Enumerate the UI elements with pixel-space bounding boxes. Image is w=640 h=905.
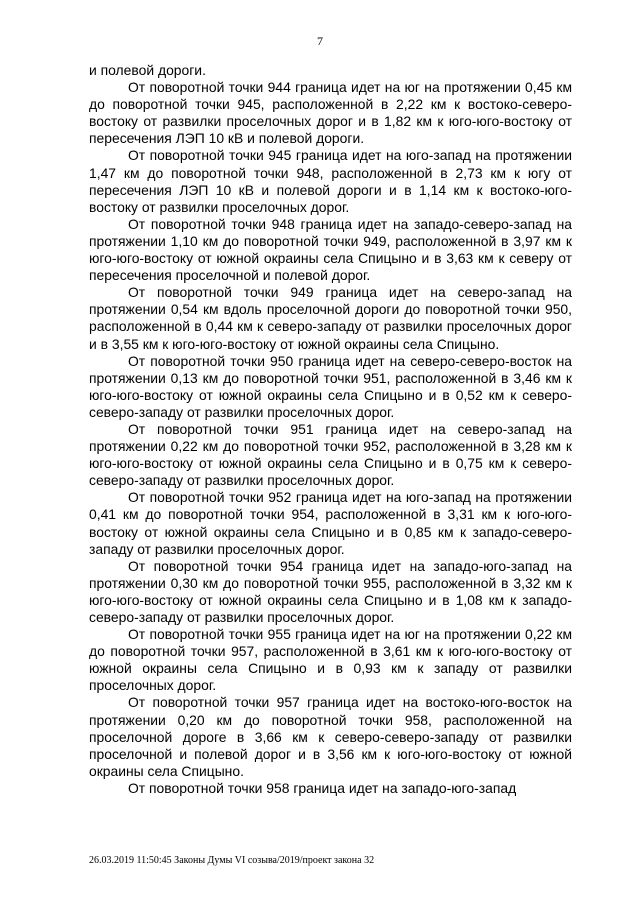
paragraph: От поворотной точки 958 граница идет на западо-юго-запад bbox=[128, 779, 517, 796]
paragraph: От поворотной точки 951 граница идет на северо-запад на протяжении 0,22 км до поворотной точки 952, расположенной в 3,28 км к юго-юго-востоку от южной окраины села Спицыно и в 0,75 км к северо-северо-западу от развилки проселочных дорог. bbox=[89, 420, 572, 489]
paragraph: От поворотной точки 944 граница идет на юг на протяжении 0,45 км до поворотной точки 945, расположенной в 2,22 км к востоко-северо-востоку от развилки проселочных дорог и в 1,82 км к юго-юго-востоку от пересечения ЛЭП 10 кВ и полевой дороги. bbox=[89, 79, 572, 147]
paragraph: От поворотной точки 952 граница идет на юго-запад на протяжении 0,41 км до поворотной точки 954, расположенной в 3,31 км к юго-юго-востоку от южной окраины села Спицыно и в 0,85 км к западо-северо-западу от развилки проселочных дорог. bbox=[89, 489, 572, 557]
paragraph: От поворотной точки 955 граница идет на юг на протяжении 0,22 км до поворотной точки 957, расположенной в 3,61 км к юго-юго-востоку от южной окраины села Спицыно и в 0,93 км к западу от развилки проселочных дорог. bbox=[89, 626, 572, 694]
paragraph: От поворотной точки 954 граница идет на западо-юго-запад на протяжении 0,30 км до поворотной точки 955, расположенной в 3,32 км к юго-юго-востоку от южной окраины села Спицыно и в 1,08 км к западо-северо-западу от развилки проселочных дорог. bbox=[89, 557, 572, 625]
paragraph: От поворотной точки 949 граница идет на северо-запад на протяжении 0,54 км вдоль проселочной дороги до поворотной точки 950, расположенной в 0,44 км к северо-западу от развилки проселочных дорог и в 3,55 км к юго-юго-востоку от южной окраины села Спицыно. bbox=[89, 284, 572, 352]
document-body bbox=[89, 62, 572, 797]
paragraph: От поворотной точки 957 граница идет на востоко-юго-восток на протяжении 0,20 км до поворотной точки 958, расположенной на проселочной дороге в 3,66 км к северо-северо-западу от развилки проселочной и полевой дорог и в 3,56 км к юго-юго-востоку от южной окраины села Спицыно. bbox=[89, 694, 572, 779]
document-footer: 26.03.2019 11:50:45 Законы Думы VI созыва/2019/проект закона 32 bbox=[89, 855, 375, 866]
paragraph: От поворотной точки 948 граница идет на западо-северо-запад на протяжении 1,10 км до поворотной точки 949, расположенной в 3,97 км к юго-юго-востоку от южной окраины села Спицыно и в 3,63 км к северу от пересечения проселочной и полевой дорог. bbox=[89, 215, 572, 284]
paragraph: От поворотной точки 950 граница идет на северо-северо-восток на протяжении 0,13 км до поворотной точки 951, расположенной в 3,46 км к юго-юго-востоку от южной окраины села Спицыно и в 0,52 км к северо-северо-западу от развилки проселочных дорог. bbox=[89, 352, 572, 420]
page-number: 7 bbox=[317, 34, 323, 48]
paragraph: От поворотной точки 945 граница идет на юго-запад на протяжении 1,47 км до поворотной точки 948, расположенной в 2,73 км к югу от пересечения ЛЭП 10 кВ и полевой дороги и в 1,14 км к востоко-юго-востоку от развилки проселочных дорог. bbox=[89, 147, 572, 215]
paragraph-continuation: и полевой дороги. bbox=[89, 62, 206, 78]
